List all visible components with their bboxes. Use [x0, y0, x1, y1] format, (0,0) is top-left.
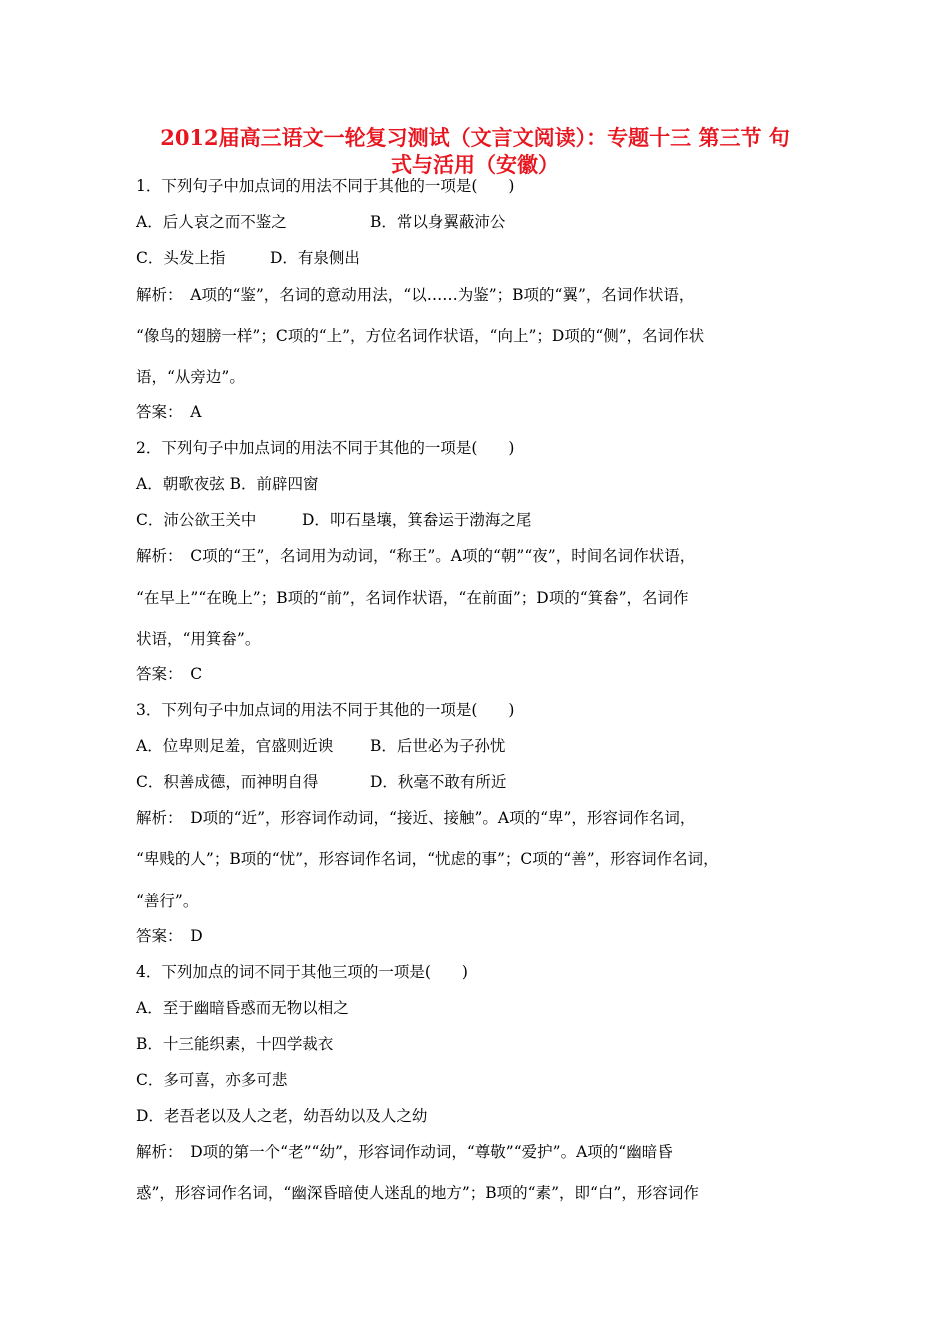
q3-option-c: C．积善成德，而神明自得 — [136, 773, 319, 791]
q3-options-ab — [136, 736, 826, 756]
title-line-2: 式与活用（安徽） — [391, 152, 559, 177]
q2-analysis-3: 状语，“用箕畚”。 — [136, 630, 261, 648]
q1-option-c: C．头发上指 — [136, 249, 226, 267]
q2-answer: 答案： C — [136, 665, 203, 683]
q3-options-cd — [136, 772, 826, 792]
q1-option-d: D．有泉侧出 — [270, 249, 360, 267]
q3-option-d: D．秋毫不敢有所近 — [370, 773, 507, 791]
q1-analysis-3: 语，“从旁边”。 — [136, 368, 245, 386]
q1-analysis-1: 解析： A项的“鉴”，名词的意动用法，“以……为鉴”；B项的“翼”，名词作状语， — [136, 286, 695, 304]
q3-answer: 答案： D — [136, 927, 203, 945]
q2-options-ab: A．朝歌夜弦 B．前辟四窗 — [136, 475, 319, 493]
q4-option-d: D．老吾老以及人之老，幼吾幼以及人之幼 — [136, 1107, 428, 1125]
q1-option-b: B．常以身翼蔽沛公 — [370, 213, 506, 231]
q2-stem: 2．下列句子中加点词的用法不同于其他的一项是( ) — [136, 439, 515, 457]
q3-analysis-1: 解析： D项的“近”，形容词作动词，“接近、接触”。A项的“卑”，形容词作名词， — [136, 809, 696, 827]
q1-option-a: A．后人哀之而不鉴之 — [136, 213, 287, 231]
q1-stem: 1．下列句子中加点词的用法不同于其他的一项是( ) — [136, 177, 515, 195]
q2-options-cd — [136, 510, 826, 530]
q4-stem: 4．下列加点的词不同于其他三项的一项是( ) — [136, 963, 468, 981]
q2-analysis-1: 解析： C项的“王”，名词用为动词，“称王”。A项的“朝”“夜”，时间名词作状语， — [136, 547, 696, 565]
q4-option-c: C．多可喜，亦多可悲 — [136, 1071, 288, 1089]
q3-stem: 3．下列句子中加点词的用法不同于其他的一项是( ) — [136, 701, 515, 719]
q4-analysis-1: 解析： D项的第一个“老”“幼”，形容词作动词，“尊敬”“爱护”。A项的“幽暗昏 — [136, 1143, 673, 1161]
q1-analysis-2: “像鸟的翅膀一样”；C项的“上”，方位名词作状语，“向上”；D项的“侧”，名词作状 — [136, 327, 705, 345]
q2-option-d: D．叩石垦壤，箕畚运于渤海之尾 — [302, 511, 532, 529]
q2-option-c: C．沛公欲王关中 — [136, 511, 257, 529]
q4-option-a: A．至于幽暗昏惑而无物以相之 — [136, 999, 349, 1017]
q3-option-b: B．后世必为子孙忧 — [370, 737, 506, 755]
q2-analysis-2: “在早上”“在晚上”；B项的“前”，名词作状语，“在前面”；D项的“箕畚”，名词作 — [136, 589, 689, 607]
q4-analysis-2: 惑”，形容词作名词，“幽深昏暗使人迷乱的地方”；B项的“素”，即“白”，形容词作 — [136, 1184, 699, 1202]
q3-option-a: A．位卑则足羞，官盛则近谀 — [136, 737, 334, 755]
document-title — [120, 124, 830, 178]
title-line-1: 2012届高三语文一轮复习测试（文言文阅读）：专题十三 第三节 句 — [160, 125, 790, 150]
q1-options-ab — [136, 212, 826, 232]
q3-analysis-3: “善行”。 — [136, 892, 199, 910]
q4-option-b: B．十三能织素，十四学裁衣 — [136, 1035, 334, 1053]
q1-answer: 答案： A — [136, 403, 202, 421]
q1-options-cd — [136, 248, 826, 268]
q3-analysis-2: “卑贱的人”；B项的“忧”，形容词作名词，“忧虑的事”；C项的“善”，形容词作名词， — [136, 850, 719, 868]
